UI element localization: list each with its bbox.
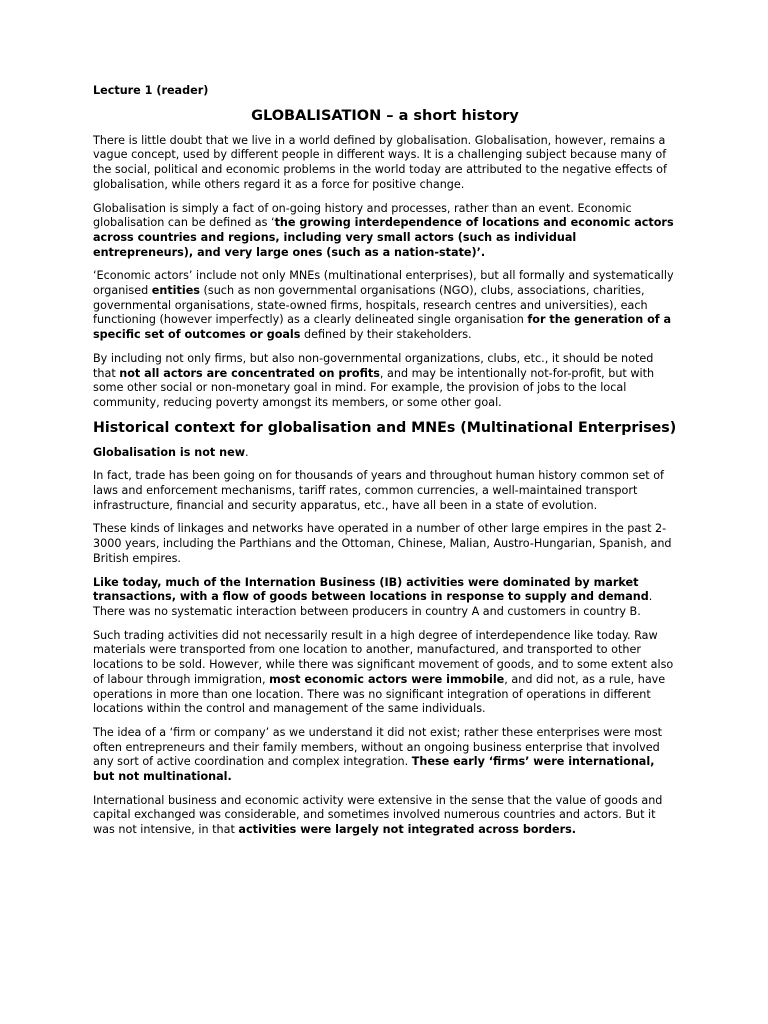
bold-text-run: most economic actors were immobile (269, 672, 505, 686)
paragraph (93, 269, 677, 343)
text-run: (such as non governmental organisations (NGO), clubs, associations, charities, governmental organisations, state-owned firms, hospitals, research centres and universities), each functioning (however imperfectly) as a clearly delineated single organisation (93, 284, 648, 327)
paragraph (93, 794, 677, 838)
paragraph (93, 629, 677, 717)
text-run: ‘Economic actors’ include not only MNEs (multinational enterprises), but all formally and systematically organised (93, 269, 674, 298)
paragraph (93, 446, 677, 461)
text-run: International business and economic activity were extensive in the sense that the value of goods and capital exchanged was considerable, and sometimes involved numerous countries and actors. But it was not intensive, in that (93, 793, 663, 837)
bold-text-run: the growing interdependence of locations and economic actors across countries and regions, including very small actors (such as individual entrepreneurs), and very large ones (such as a nation-state)’. (93, 216, 674, 259)
text-run: . (245, 445, 249, 459)
text-run: These kinds of linkages and networks have operated in a number of other large empires in the past 2-3000 years, including the Parthians and the Ottoman, Chinese, Malian, Austro-Hungarian, Spanish, and British empires. (93, 522, 672, 565)
bold-text-run: activities were largely not integrated across borders. (238, 823, 577, 837)
paragraph (93, 726, 677, 785)
document-page (93, 84, 677, 847)
document-title: GLOBALISATION – a short history (251, 107, 519, 124)
text-run: Such trading activities did not necessarily result in a high degree of interdependence like today. Raw materials were transported from one location to another, manufactured, and transported to other locations to be sold. However, while there was significant movement of goods, and to some extent also of labour through immigration, (93, 628, 674, 686)
bold-text-run: Like today, much of the Internation Business (IB) activities were dominated by market transactions, with a flow of goods between locations in response to supply and demand (93, 575, 649, 604)
section-heading: Historical context for globalisation and MNEs (Multinational Enterprises) (93, 419, 677, 436)
text-run: . There was no systematic interaction between producers in country A and customers in country B. (93, 590, 653, 618)
text-run: There is little doubt that we live in a world defined by globalisation. Globalisation, however, remains a vague concept, used by different people in different ways. It is a challenging subject because many of the social, political and economic problems in the world today are attributed to the negative effects of globalisation, while others regard it as a force for positive change. (93, 133, 667, 191)
paragraph (93, 134, 677, 193)
paragraph (93, 202, 677, 261)
bold-text-run: for the generation of a specific set of outcomes or goals (93, 313, 672, 342)
paragraph (93, 469, 677, 513)
bold-text-run: These early ‘firms’ were international, but not multinational. (93, 755, 655, 784)
bold-text-run: entities (151, 284, 200, 298)
text-run: defined by their stakeholders. (300, 328, 472, 342)
lecture-label: Lecture 1 (reader) (93, 84, 209, 97)
paragraph (93, 522, 677, 566)
text-run: By including not only firms, but also non-governmental organizations, clubs, etc., it should be noted that (93, 351, 654, 380)
text-run: The idea of a ‘firm or company’ as we understand it did not exist; rather these enterprises were most often entrepreneurs and their family members, without an ongoing business enterprise that involved any sort of active coordination and complex integration. (93, 725, 663, 769)
text-run: , and did not, as a rule, have operations in more than one location. There was no significant integration of operations in different locations within the control and management of the same individuals. (93, 672, 666, 716)
bold-text-run: not all actors are concentrated on profits (119, 366, 380, 380)
paragraph (93, 352, 677, 411)
text-run: , and may be intentionally not-for-profit, but with some other social or non-monetary goal in mind. For example, the provision of jobs to the local community, reducing poverty amongst its members, or some other goal. (93, 366, 655, 409)
text-run: Globalisation is simply a fact of on-going history and processes, rather than an event. Economic globalisation can be defined as ‘ (93, 201, 632, 230)
text-run: In fact, trade has been going on for thousands of years and throughout human history common set of laws and enforcement mechanisms, tariff rates, common currencies, a well-maintained transport infrastructure, financial and security apparatus, etc., have all been in a state of evolution. (93, 469, 664, 512)
paragraph (93, 576, 677, 620)
bold-text-run: Globalisation is not new (93, 445, 246, 459)
